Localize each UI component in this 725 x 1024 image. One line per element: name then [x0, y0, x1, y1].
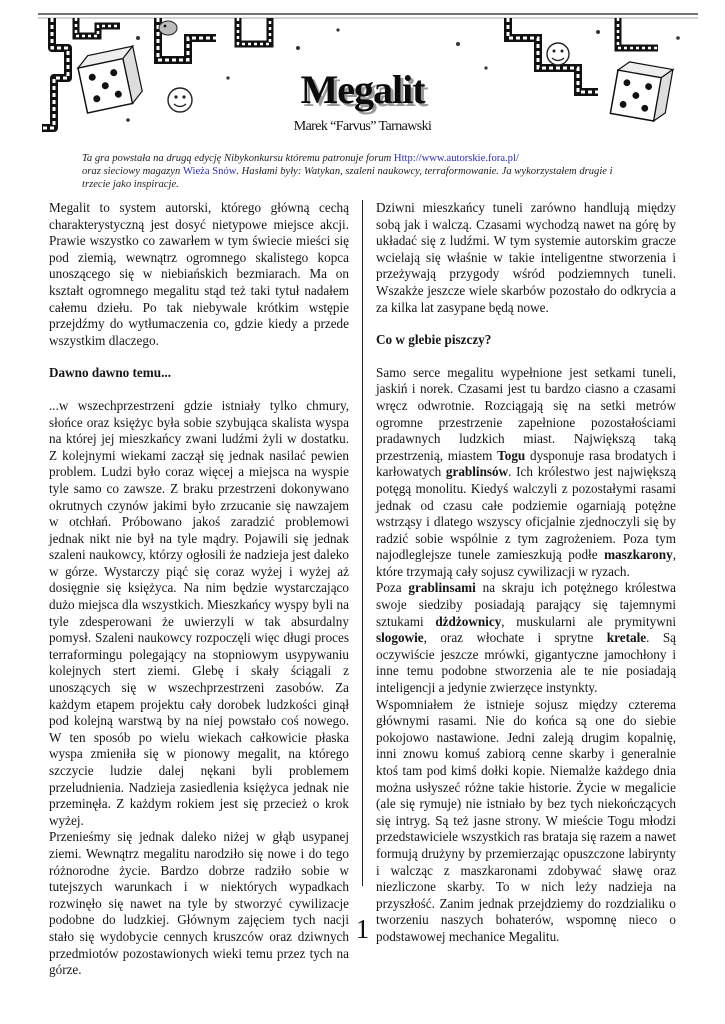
text-run: Poza	[376, 580, 409, 596]
paragraph: Wspomniałem że istnieje sojusz między czterema głównymi rasami. Nie do końca są one do siebie pokojowo nastawione. Jedni zaleją drugim kopalnię, inni znowu komuś zabiorą cenne skarby i generalnie ktoś tam pod kimś dołki kopie. Niemalże każdego dnia można usłyszeć różne takie historie. Życie w megalicie (ale się rymuje) nie istniało by bez tych niekończących się intryg. Są też jasne strony. W mieście Togu młodzi przedstawiciele wszystkich ras brataja się razem a nawet formują drużyny by przemierzając opuszczone labirynty i walcząc z maszkaronami zdobywać sławę oraz niezliczone skarby. To w nich leży nadzieja na przyszłość. Zanim jednak przejdziemy do rozdzialiku o tworzeniu naszych bohaterów, wspomnę nieco o podstawowej mechanice Megalitu.	[376, 696, 676, 944]
paragraph: Megalit to system autorski, którego główną cechą charakterystyczną jest dosyć nietypowe miejsce akcji. Prawie wszystko co zawarłem w tym świecie mieści się pod ziemią, wewnątrz ogromnego skalistego kopca unoszącego się w niebiańskich bezmiarach. Ma on kształt ogromnego megalitu stąd też taki tytuł nadałem całemu dziełu. Po tak niebywale krótkim wstępie przejdźmy do wytłumaczenia co, gdzie kiedy a przede wszystkim dlaczego.	[49, 200, 349, 348]
page-number: 1	[355, 914, 370, 944]
intro-text-b: oraz sieciowy magazyn	[82, 166, 183, 177]
paragraph: Dziwni mieszkańcy tuneli zarówno handlują między sobą jak i walczą. Czasami wychodzą nawet na górę by układać się z ludźmi. W tym systemie autorskim gracze wcielają się właśnie w takie inteligentne stworzenia i przeżywają przygody wśród podziemnych tuneli. Wszakże jeszcze wiele skarbów pozostało do odkrycia a za kilka lat zasypane będą nowe.	[376, 200, 676, 315]
bold-term: Togu	[497, 447, 526, 463]
intro-text-a: Ta gra powstała na drugą edycję Nibykonkursu któremu patronuje forum	[82, 153, 394, 164]
bold-term: grablinsami	[408, 580, 476, 596]
bold-term: grablinsów	[445, 464, 509, 480]
document-title: Megalit	[300, 67, 425, 112]
intro-note	[82, 152, 642, 191]
right-column	[376, 200, 676, 946]
paragraph	[376, 365, 676, 581]
text-run: Samo serce megalitu wypełnione jest setkami tuneli, jaskiń i norek. Czasami jest tu bardzo ciasno a czasami wręcz odwrotnie. Rozciągają się na setki metrów ogromne przestrzenie zapełnione pozostałościami pradawnych ludzkich miast. Największą taką przestrzenią, miastem	[376, 364, 676, 463]
text-run: . Ich królestwo jest największą potęgą monolitu. Kiedyś walczyli z pozostałymi rasami jednak od czasu całe podziemie ogarniają potężne wstrząsy i dlatego wszyscy oficjalnie zjednoczyli się by radzić sobie wspólnie z tym zagrożeniem. Poza tym najodleglejsze tunele zamieszkują podłe	[376, 464, 676, 563]
paragraph	[376, 580, 676, 696]
bold-term: kretale	[606, 630, 647, 646]
text-run: , oraz włochate i sprytne	[423, 630, 607, 646]
paragraph: Przenieśmy się jednak daleko niżej w głąb usypanej ziemi. Wewnątrz megalitu narodziło się nowe i do tego różnorodne życie. Bardzo dobrze radziło sobie w tutejszych warunkach i w niektórych wypadkach rozwinęło się nawet na tyle by stworzyć cywilizacje podobne do ludzkiej. Głównym zajęciem tych nacji stało się wydobycie cennych kruszców oraz dziwnych przedmiotów pozostawionych wieki temu przez tych na górze.	[49, 829, 349, 978]
forum-link[interactable]: Http://www.autorskie.fora.pl/	[393, 153, 519, 164]
bold-term: slogowie	[376, 630, 424, 646]
intro-text-c: . Hasłami były: Watykan, szaleni naukowcy, terraformowanie. Ja wykorzystałem drugie i trzecie jako inspiracje.	[82, 166, 613, 190]
text-run: , które trzymają cały sojusz cywilizacji w ryzach.	[376, 547, 676, 579]
text-run: , muskularni ale prymitywni	[501, 613, 676, 629]
bold-term: maszkarony	[604, 547, 673, 563]
section-heading: Dawno dawno temu...	[49, 365, 171, 381]
section-heading: Co w glebie piszczy?	[376, 332, 492, 348]
author-line: Marek “Farvus” Tarnawski	[293, 119, 432, 134]
bold-term: dżdżownicy	[435, 613, 502, 629]
text-run: . Są oczywiście jeszcze mrówki, gigantyczne jamochłony i inne temu podobne stworzenia ale te nie posiadają inteligencji a jedynie zwierzęce instynkty.	[376, 630, 677, 696]
text-run: na skraju ich potężnego królestwa swoje siedziby posiadają parający się tajemnymi sztukami	[376, 580, 676, 629]
magazine-link[interactable]: Wieża Snów	[182, 166, 237, 177]
left-column	[49, 200, 349, 979]
column-divider	[362, 200, 363, 886]
paragraph: ...w wszechprzestrzeni gdzie istniały tylko chmury, słońce oraz księżyc była sobie szybująca skalista wyspa na której jej mieszkańcy zwani ludźmi żyli w dostatku. Z kolejnymi wiekami zaczął się jednak nasilać pewien problem. Ludzi było coraz więcej a miejsca na wyspie tyle samo co zawsze. Z braku przestrzeni dokonywano okrutnych czynów jakimi było zrzucanie się nawzajem w otchłań. Próbowano jakoś zaradzić problemowi jednak nikt nie był na tyle mądry. Pojawili się jednak szaleni naukowcy, którzy ogłosili że nadzieja jest daleko w górze. Wystarczy piąć się coraz wyżej i wyżej aż dosięgnie się księżyca. Na nim będzie wystarczająco dużo miejsca dla wszystkich. Mieszkańcy wyspy byli na tyle zdesperowani że uwierzyli w tak absurdalny pomysł. Szaleni naukowcy rozpoczęli więc długi proces terraformingu polegający na stopniowym usypywaniu kolejnych stert ziemi. Glebę i skały ściągali z unoszących się w wszechprzestrzeni zasobów. Za każdym etapem projektu cały dorobek ludzkości ginął pod kolejną warstwą by na niej powstało coś nowego. W ten sposób po wielu wiekach całkowicie płaska wyspa zmieniła się w pionowy megalit, na którego szczycie ludzie dalej nękani byli problemem przeludnienia. Nadzieja zasiedlenia księżyca jednak nie przeminęła. Z każdym rokiem jest się przecież o krok wyżej.	[49, 397, 349, 828]
text-run: dysponuje rasa brodatych i karłowatych	[376, 447, 676, 480]
